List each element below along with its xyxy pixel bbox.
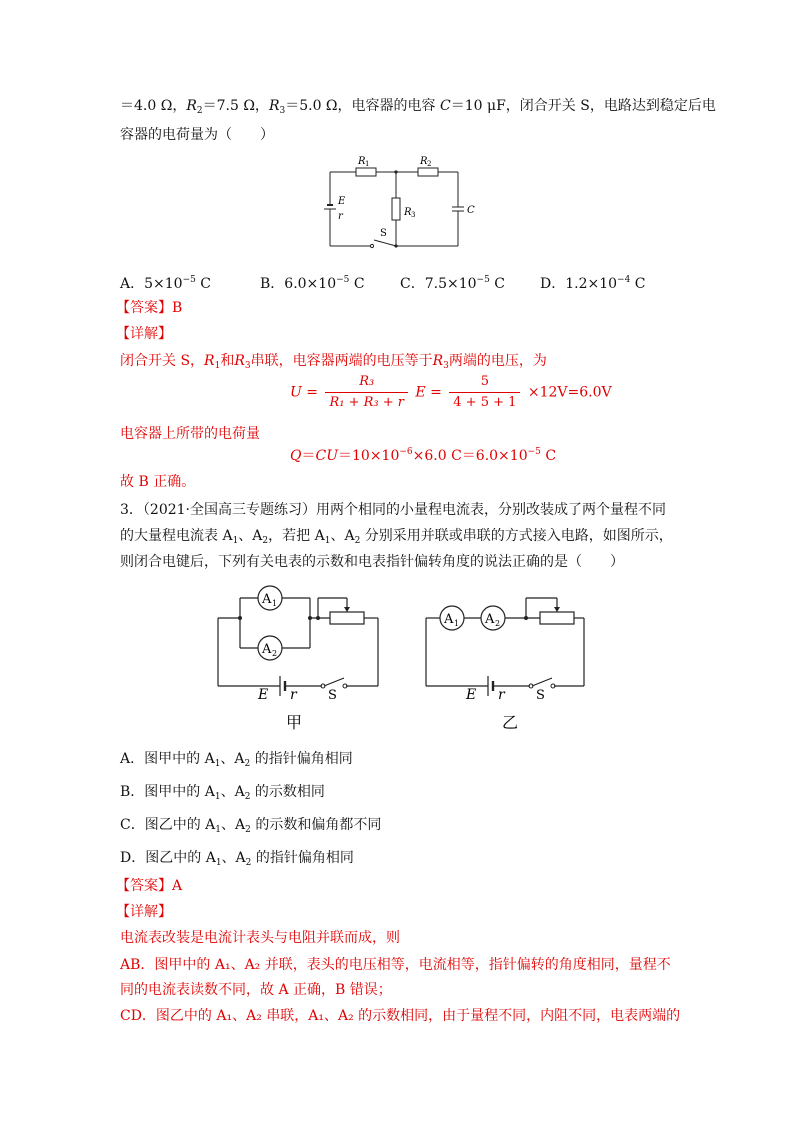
r3-resistor xyxy=(392,198,400,220)
option-value: 1.2×10 xyxy=(565,276,618,292)
q3-stem-line2 xyxy=(120,526,673,551)
r1-symbol: R xyxy=(204,353,215,369)
rheostat xyxy=(330,612,364,624)
option-text: 的示数和偏角都不同 xyxy=(250,817,382,833)
label-c: C xyxy=(467,205,475,216)
q3-circuit-yi xyxy=(418,582,598,732)
label-a2: A xyxy=(485,612,495,627)
q2-explanation-line1 xyxy=(120,351,547,376)
option-letter: C． xyxy=(400,276,425,292)
subscript: 2 xyxy=(245,858,252,868)
option-text: 的指针偏角相同 xyxy=(251,850,354,866)
formula-eq: ＝ xyxy=(301,448,316,464)
label-r: r xyxy=(338,211,343,222)
option-value: 6.0×10 xyxy=(284,276,337,292)
ammeter-label: A xyxy=(204,751,215,767)
fraction-numerator: R₃ xyxy=(359,374,375,389)
option-exponent: −5 xyxy=(476,275,490,285)
q3-option-c[interactable] xyxy=(120,815,381,840)
text-span: ，若把 A xyxy=(268,528,325,544)
option-unit: C xyxy=(349,276,365,292)
subscript: 1 xyxy=(214,361,221,371)
subscript: 1 xyxy=(324,536,331,546)
text-span: 的大量程电流表 A xyxy=(120,528,233,544)
subscript: 3 xyxy=(443,361,449,371)
q2-formula-voltage xyxy=(290,374,612,411)
text-span: 、A xyxy=(330,528,355,544)
subscript: 2 xyxy=(244,792,251,802)
option-value: 7.5×10 xyxy=(424,276,477,292)
subscript: 1 xyxy=(215,858,222,868)
q2-option-c[interactable] xyxy=(400,270,505,294)
r2-subscript: 2 xyxy=(196,106,203,116)
q2-stem-line2: 容器的电荷量为（ ） xyxy=(120,127,274,143)
option-letter: D． xyxy=(540,276,566,292)
label-a1-sub: 1 xyxy=(454,619,460,628)
q3-option-a[interactable] xyxy=(120,749,353,774)
label-e: E xyxy=(258,687,269,703)
text-span: 、A xyxy=(238,528,263,544)
option-exponent: −4 xyxy=(617,275,631,285)
ammeter-label: A xyxy=(204,784,215,800)
label-r1: R xyxy=(358,156,366,167)
formula-mid: E = xyxy=(415,384,442,401)
q3-detail-heading: 【详解】 xyxy=(116,904,172,920)
r1-value: ＝4.0 Ω， xyxy=(120,98,187,114)
r3-value: ＝5.0 Ω，电容器的电容 xyxy=(285,98,440,114)
r2-value: ＝7.5 Ω， xyxy=(202,98,269,114)
formula-exponent: −6 xyxy=(399,447,413,457)
label-r: r xyxy=(498,687,505,703)
ammeter-label: A xyxy=(205,850,216,866)
ammeter-label: 、A xyxy=(221,817,246,833)
label-s: S xyxy=(536,688,545,703)
r3-symbol: R xyxy=(432,353,444,369)
r2-symbol: R xyxy=(186,98,197,114)
q3-answer: 【答案】A xyxy=(116,878,183,894)
r3-symbol: R xyxy=(268,98,280,114)
option-unit: C xyxy=(489,276,505,292)
option-unit: C xyxy=(195,276,212,292)
label-r1-sub: 1 xyxy=(365,160,370,168)
fraction-denominator: 4 + 5 + 1 xyxy=(449,392,520,411)
option-text: 的示数相同 xyxy=(250,784,325,800)
label-a1: A xyxy=(262,592,272,607)
r3-symbol: R xyxy=(234,353,245,369)
label-e: E xyxy=(338,196,346,207)
text-span: 和 xyxy=(220,353,235,369)
ammeter-label: 、A xyxy=(220,751,245,767)
ammeter-label: 、A xyxy=(221,850,246,866)
label-r: r xyxy=(290,687,297,703)
text-span: 闭合开关 S， xyxy=(120,353,205,369)
label-a2: A xyxy=(262,642,272,657)
formula-part: ＝10×10 xyxy=(338,448,400,464)
switch-s xyxy=(374,240,396,246)
q2-formula-charge xyxy=(290,445,556,465)
text-span: 串联，电容器两端的电压等于 xyxy=(250,353,433,369)
subscript: 2 xyxy=(262,536,269,546)
label-r3-sub: 3 xyxy=(411,211,416,219)
q2-option-a[interactable] xyxy=(120,270,211,294)
label-r3: R xyxy=(404,207,412,218)
option-text: A．图甲中的 xyxy=(120,751,205,767)
c-symbol: C xyxy=(440,98,451,114)
label-yi: 乙 xyxy=(502,713,519,732)
subscript: 2 xyxy=(354,536,361,546)
option-text: B．图甲中的 xyxy=(120,784,205,800)
label-a1-sub: 1 xyxy=(272,599,278,608)
subscript: 1 xyxy=(214,759,221,769)
q3-stem-line3: 则闭合电键后，下列有关电表的示数和电表指针偏转角度的说法正确的是（ ） xyxy=(120,554,624,570)
c-value: ＝10 μF，闭合开关 S，电路达到稳定后电 xyxy=(450,98,716,114)
option-unit: C xyxy=(630,276,646,292)
formula-part: C xyxy=(540,448,557,464)
fraction-numerator: 5 xyxy=(480,374,489,389)
formula-exponent: −5 xyxy=(527,447,541,457)
subscript: 2 xyxy=(244,759,251,769)
subscript: 3 xyxy=(244,361,251,371)
label-r2-sub: 2 xyxy=(427,160,432,168)
q2-stem-line1 xyxy=(120,96,716,121)
subscript: 1 xyxy=(232,536,239,546)
fraction-denominator: R₁ + R₃ + r xyxy=(325,392,408,411)
q2-detail-heading: 【详解】 xyxy=(116,326,172,342)
subscript: 1 xyxy=(214,792,221,802)
text-span: 两端的电压，为 xyxy=(448,353,547,369)
option-text: D．图乙中的 xyxy=(120,850,206,866)
r2-resistor xyxy=(418,168,438,176)
ammeter-label: 、A xyxy=(220,784,245,800)
q3-explanation-line1: 电流表改装是电流计表头与电阻并联而成，则 xyxy=(120,930,400,946)
formula-part: ×6.0 C＝6.0×10 xyxy=(412,448,528,464)
q3-stem-line1: 3．（2021·全国高三专题练习）用两个相同的小量程电流表，分别改装成了两个量程不同 xyxy=(120,502,666,518)
option-exponent: −5 xyxy=(336,275,350,285)
label-e: E xyxy=(466,687,477,703)
q3-explanation-line2: AB．图甲中的 A₁、A₂ 并联，表头的电压相等，电流相等，指针偏转的角度相同，量程不 xyxy=(120,957,671,973)
subscript: 1 xyxy=(215,825,222,835)
q2-option-b[interactable] xyxy=(260,270,365,294)
formula-rhs: ×12V=6.0V xyxy=(527,384,612,401)
option-letter: A． xyxy=(120,276,145,292)
r3-subscript: 3 xyxy=(279,106,286,116)
label-s: S xyxy=(380,228,387,239)
label-a2-sub: 2 xyxy=(495,619,501,628)
r1-resistor xyxy=(356,168,376,176)
q2-conclusion: 故 B 正确。 xyxy=(120,474,196,490)
q2-explanation-line2: 电容器上所带的电荷量 xyxy=(120,426,260,442)
q3-explanation-line3: 同的电流表读数不同，故 A 正确，B 错误； xyxy=(120,982,392,998)
subscript: 2 xyxy=(245,825,251,835)
text-span: 分别采用并联或串联的方式接入电路，如图所示， xyxy=(360,528,673,544)
label-r2: R xyxy=(420,156,428,167)
q2-option-d[interactable] xyxy=(540,270,646,294)
formula-cu: CU xyxy=(315,448,338,464)
switch-s xyxy=(532,678,552,686)
formula-lhs: U = xyxy=(290,384,318,401)
option-letter: B． xyxy=(260,276,285,292)
option-text: 的指针偏角相同 xyxy=(250,751,353,767)
label-a2-sub: 2 xyxy=(272,649,278,658)
ammeter-label: A xyxy=(205,817,216,833)
formula-q: Q xyxy=(290,448,302,464)
q3-option-b[interactable] xyxy=(120,782,325,807)
q3-option-d[interactable] xyxy=(120,848,354,873)
rheostat xyxy=(540,612,574,624)
fraction-numeric xyxy=(449,374,520,411)
label-s: S xyxy=(328,688,337,703)
label-a1: A xyxy=(444,612,454,627)
switch-s xyxy=(324,678,344,686)
label-jia: 甲 xyxy=(286,713,303,732)
option-value: 5×10 xyxy=(144,276,183,292)
q2-answer: 【答案】B xyxy=(116,300,183,316)
q3-circuit-jia xyxy=(210,582,390,732)
q3-explanation-line4: CD．图乙中的 A₁、A₂ 串联，A₁、A₂ 的示数相同，由于量程不同，内阻不同，电表两端的 xyxy=(120,1008,681,1024)
q2-circuit-diagram xyxy=(318,148,478,254)
option-text: C．图乙中的 xyxy=(120,817,206,833)
fraction-r3 xyxy=(325,374,408,411)
option-exponent: −5 xyxy=(182,275,196,285)
